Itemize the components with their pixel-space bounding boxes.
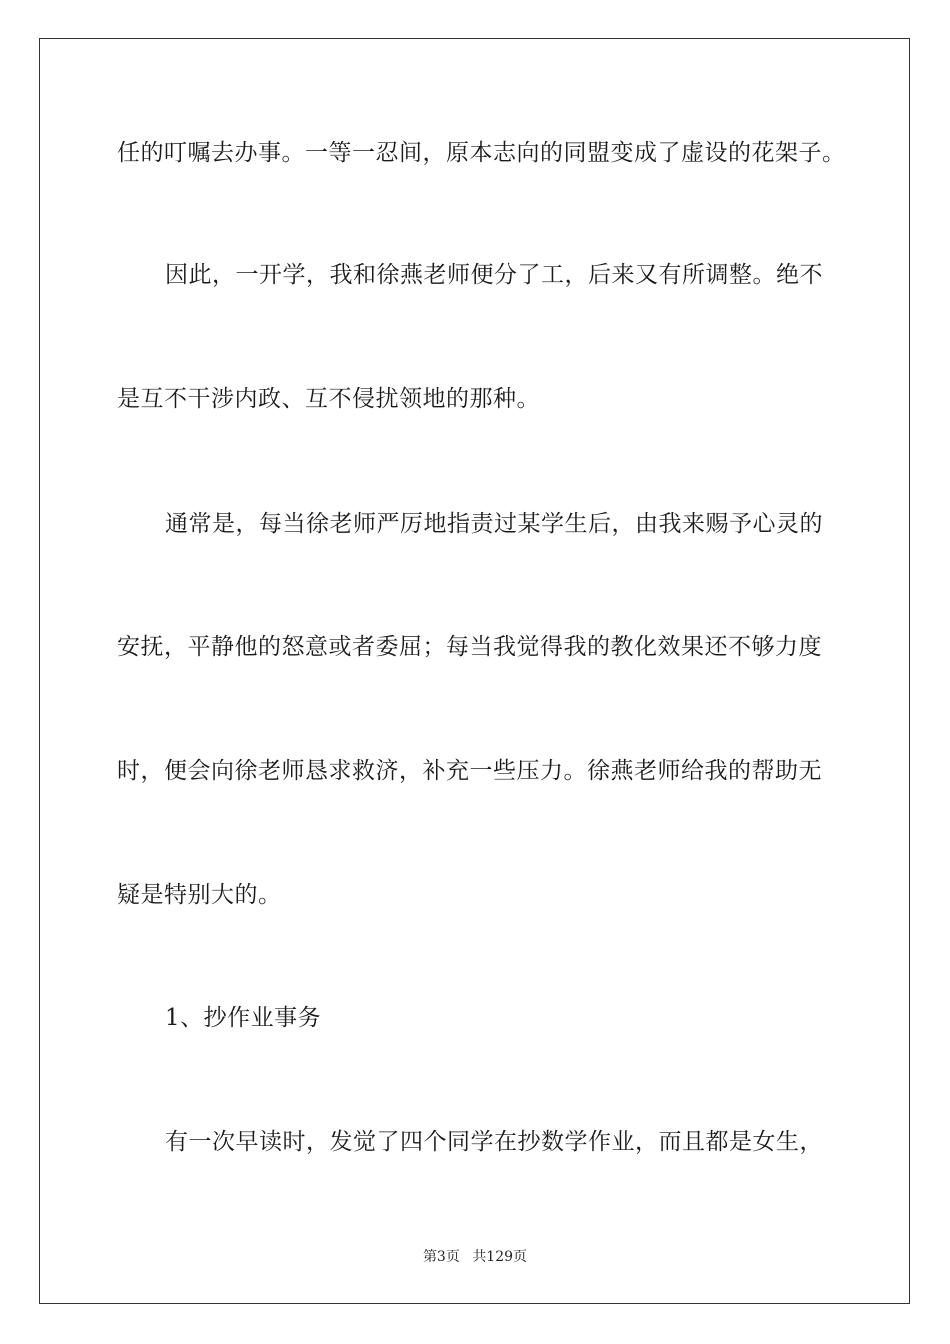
text-line: 任的叮嘱去办事。一等一忍间，原本志向的同盟变成了虚设的花架子。 xyxy=(117,140,846,166)
page-frame xyxy=(39,38,910,1304)
text-line: 时，便会向徐老师恳求救济，补充一些压力。徐燕老师给我的帮助无 xyxy=(117,758,822,784)
text-line: 是互不干涉内政、互不侵扰领地的那种。 xyxy=(117,386,540,412)
text-line: 因此，一开学，我和徐燕老师便分了工，后来又有所调整。绝不 xyxy=(165,262,823,288)
page-footer xyxy=(0,1246,950,1266)
text-line: 通常是，每当徐老师严厉地指责过某学生后，由我来赐予心灵的 xyxy=(165,511,823,537)
text-line: 有一次早读时，发觉了四个同学在抄数学作业，而且都是女生， xyxy=(165,1129,823,1155)
section-heading: 1、抄作业事务 xyxy=(165,1005,322,1031)
page-total: 共129页 xyxy=(472,1249,528,1265)
page-number: 第3页 xyxy=(422,1249,460,1265)
text-line: 安抚，平静他的怒意或者委屈；每当我觉得我的教化效果还不够力度 xyxy=(117,634,822,660)
text-line: 疑是特别大的。 xyxy=(117,882,282,908)
